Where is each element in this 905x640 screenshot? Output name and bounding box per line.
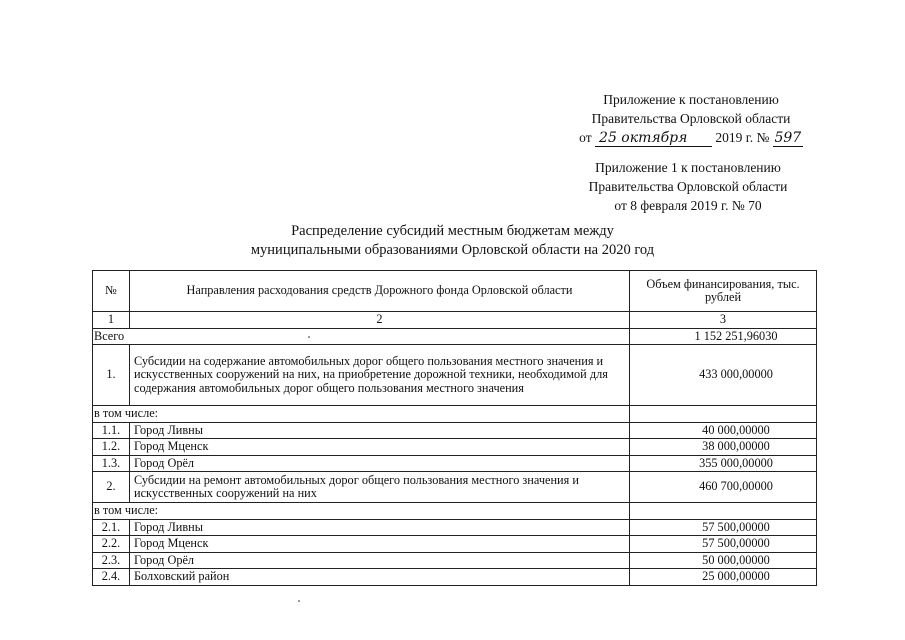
col-number-1: 1 [93,312,130,329]
row-num: 1.3. [93,455,130,472]
row-num: 2.3. [93,552,130,569]
table-row [93,536,817,553]
appendix1-header-line3: от 8 февраля 2019 г. № 70 [614,198,762,213]
subsidy-table [92,270,817,586]
row-name: Город Орёл [130,552,630,569]
section2-num: 2. [93,472,130,503]
appendix-header [556,90,826,147]
row-num: 2.4. [93,569,130,586]
section2-row [93,472,817,503]
year-text: 2019 г. № [715,130,770,145]
section1-row [93,345,817,406]
title-line2: муниципальными образованиями Орловской области на 2020 год [250,242,655,258]
table-row [93,519,817,536]
row-name: Город Ливны [130,519,630,536]
section2-including: в том числе: [93,503,630,520]
section1-value: 433 000,00000 [630,345,817,406]
total-row [93,328,817,345]
row-name: Город Ливны [130,422,630,439]
table-row [93,422,817,439]
total-label: Всего [93,328,630,345]
header-num: № [93,271,130,312]
empty-cell [630,503,817,520]
appendix-header-date-line [556,128,826,147]
row-value: 57 500,00000 [630,519,817,536]
col-number-2: 2 [130,312,630,329]
row-num: 2.1. [93,519,130,536]
appendix-header-line1: Приложение к постановлению [603,92,779,107]
table-row [93,552,817,569]
row-value: 25 000,00000 [630,569,817,586]
section1-text: Субсидии на содержание автомобильных дорог общего пользования местного значения и искусственных сооружений на них, на приобретение дорожной техники, необходимой для содержания автомобильных дорог общего пользования местного значения [130,345,630,406]
row-name: Город Мценск [130,536,630,553]
row-value: 40 000,00000 [630,422,817,439]
table-row [93,569,817,586]
total-value: 1 152 251,96030 [630,328,817,345]
header-amount: Объем финансирования, тыс. рублей [630,271,817,312]
date-prefix: от [579,130,592,145]
handwritten-date: 25 октября [595,130,712,147]
table-row [93,439,817,456]
section2-including-row [93,503,817,520]
row-value: 57 500,00000 [630,536,817,553]
section1-including: в том числе: [93,406,630,423]
row-value: 50 000,00000 [630,552,817,569]
handwritten-number: 597 [774,130,802,146]
row-num: 1.1. [93,422,130,439]
row-name: Город Мценск [130,439,630,456]
title-line1: Распределение субсидий местным бюджетам между [291,223,614,239]
table-row [93,455,817,472]
section1-including-row [93,406,817,423]
empty-cell [630,406,817,423]
row-name: Болховский район [130,569,630,586]
section2-text: Субсидии на ремонт автомобильных дорог общего пользования местного значения и искусственных сооружений на них [130,472,630,503]
appendix1-header-line2: Правительства Орловской области [588,179,788,194]
section2-value: 460 700,00000 [630,472,817,503]
appendix-header-line2: Правительства Орловской области [591,111,791,126]
section1-num: 1. [93,345,130,406]
document-title [200,222,705,260]
scan-speck [298,600,300,602]
row-value: 355 000,00000 [630,455,817,472]
row-name: Город Орёл [130,455,630,472]
table-header-row [93,271,817,312]
row-num: 1.2. [93,439,130,456]
row-num: 2.2. [93,536,130,553]
appendix1-header-line1: Приложение 1 к постановлению [595,160,781,175]
appendix1-header [553,158,823,215]
col-number-3: 3 [630,312,817,329]
row-value: 38 000,00000 [630,439,817,456]
column-number-row [93,312,817,329]
scan-speck [308,336,310,338]
header-direction: Направления расходования средств Дорожного фонда Орловской области [130,271,630,312]
